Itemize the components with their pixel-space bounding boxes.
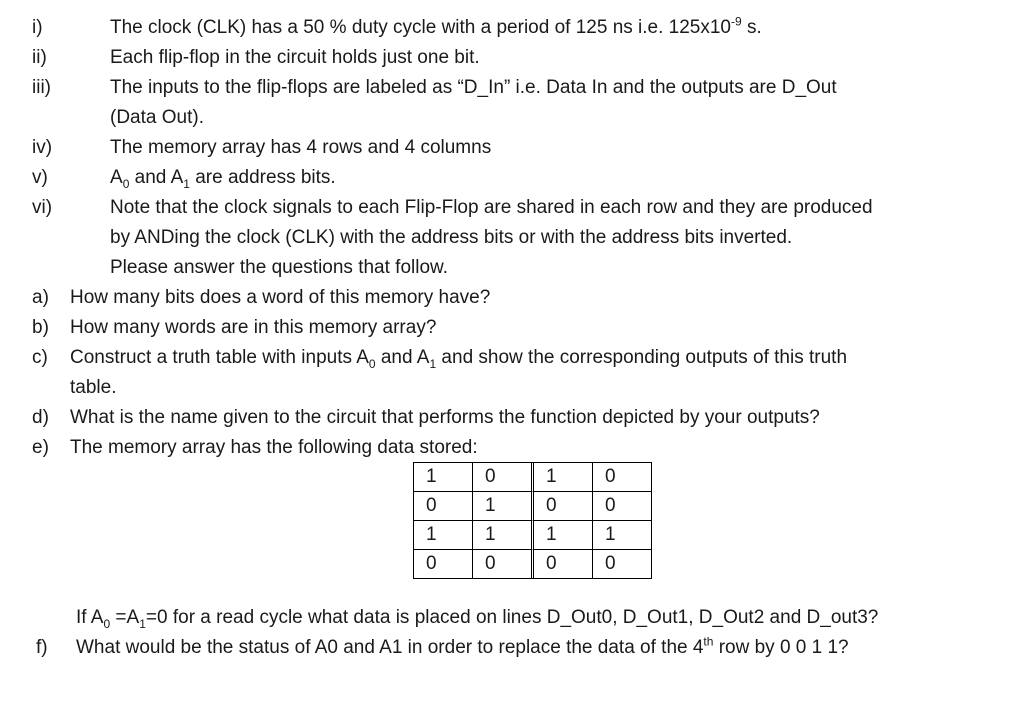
item-number: iv) <box>32 137 53 158</box>
table-cell: 0 <box>414 550 473 578</box>
table-cell: 1 <box>414 521 473 550</box>
table-cell: 0 <box>414 492 473 521</box>
table-cell: 1 <box>534 463 593 492</box>
question-f-text: What would be the status of A0 and A1 in order to replace the data of the 4th row by 0 0 1 1? <box>76 634 849 658</box>
item-text: The clock (CLK) has a 50 % duty cycle with a period of 125 ns i.e. $125x10^{-9}$ s. <box>110 14 762 38</box>
memory-array-table <box>413 462 652 579</box>
table-cell: 1 <box>473 521 534 550</box>
table-cell: 0 <box>534 492 593 521</box>
item-text: Each flip-flop in the circuit holds just one bit. <box>110 47 480 68</box>
item-text: The inputs to the flip-flops are labeled as “D_In” i.e. Data In and the outputs are D_Out <box>110 77 837 98</box>
item-number: v) <box>32 167 48 188</box>
question-label: e) <box>32 437 49 458</box>
table-cell: 0 <box>473 550 534 578</box>
question-label: d) <box>32 407 49 428</box>
question-d-text: What is the name given to the circuit that performs the function depicted by your outputs? <box>70 407 820 428</box>
table-cell: 0 <box>605 553 616 574</box>
question-a-text: How many bits does a word of this memory have? <box>70 287 491 308</box>
table-cell: 0 <box>473 463 534 492</box>
item-number: iii) <box>32 77 51 98</box>
table-cell: 0 <box>593 492 651 521</box>
table-row <box>414 492 651 521</box>
item-number: ii) <box>32 47 47 68</box>
item-text-continuation: by ANDing the clock (CLK) with the address bits or with the address bits inverted. <box>110 227 793 248</box>
question-label: b) <box>32 317 49 338</box>
item-text: The memory array has 4 rows and 4 columns <box>110 137 492 158</box>
table-cell: 1 <box>473 492 534 521</box>
question-b-text: How many words are in this memory array? <box>70 317 437 338</box>
table-row <box>414 550 651 578</box>
item-number: vi) <box>32 197 53 218</box>
question-e-text: The memory array has the following data stored: <box>70 437 478 458</box>
item-text: Note that the clock signals to each Flip-Flop are shared in each row and they are produced <box>110 197 873 218</box>
question-e-followup: If $A_0 =A_1=0$ for a read cycle what data is placed on lines D_Out0, D_Out1, D_Out2 and D_out3? <box>76 607 879 631</box>
question-c-text: Construct a truth table with inputs $A_0$ and $A_1$ and show the corresponding outputs of this truth <box>70 347 848 371</box>
item-text-continuation: Please answer the questions that follow. <box>110 257 448 278</box>
question-c-continuation: table. <box>70 377 117 398</box>
table-cell: 0 <box>534 550 593 578</box>
item-number: i) <box>32 17 43 38</box>
question-label: a) <box>32 287 49 308</box>
table-row <box>414 521 651 550</box>
item-text: $A_0$ and $A_1$ are address bits. <box>110 167 336 191</box>
question-label: c) <box>32 347 48 368</box>
question-label: f) <box>36 637 48 658</box>
table-cell: 0 <box>593 463 651 492</box>
table-cell: 1 <box>593 521 651 550</box>
table-row <box>414 463 651 492</box>
table-cell: 1 <box>534 521 593 550</box>
table-cell: 1 <box>414 463 473 492</box>
item-text-continuation: (Data Out). <box>110 107 204 128</box>
